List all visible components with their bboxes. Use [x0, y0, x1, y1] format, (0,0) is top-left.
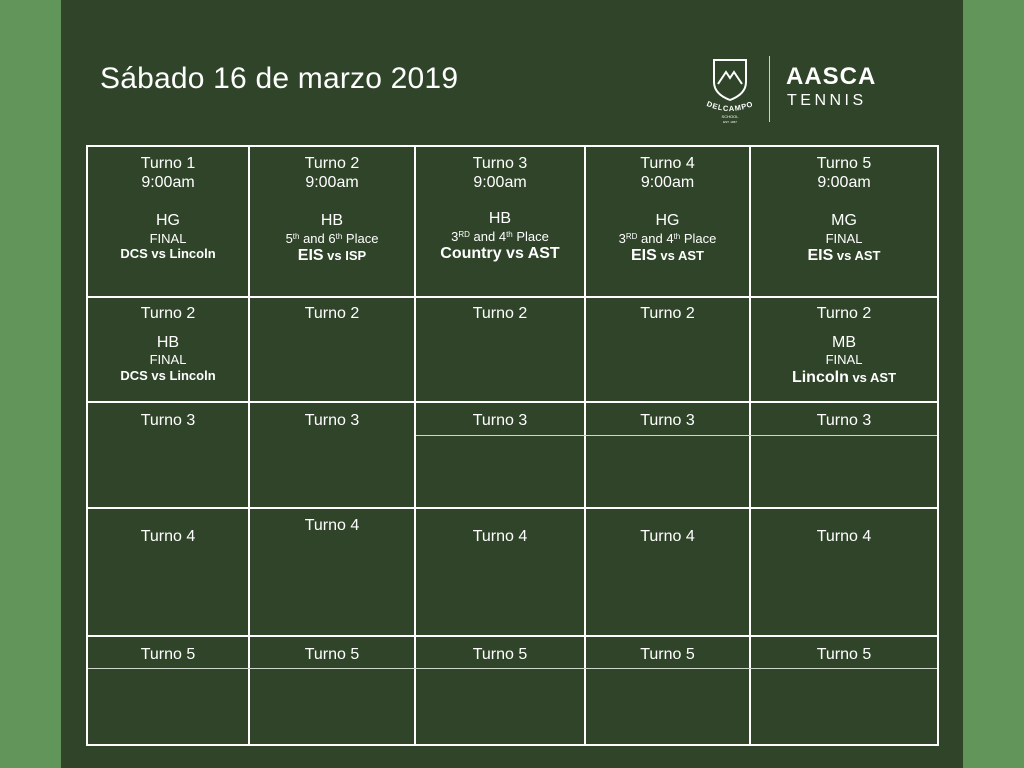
match-label: EIS vs AST [807, 247, 881, 265]
cell-r2-c1 [88, 304, 248, 384]
logo-brand: AASCA [786, 63, 877, 90]
page-title: Sábado 16 de marzo 2019 [100, 62, 459, 95]
category-label: HB [488, 210, 512, 228]
turno-label: Turno 2 [304, 155, 360, 172]
cell-r1-c4 [586, 154, 749, 265]
time-label: 9:00am [305, 174, 359, 192]
cell-r2-c3: Turno 2 [472, 305, 528, 322]
cell-r5-c5: Turno 5 [816, 646, 872, 663]
turno-label: Turno 2 [816, 305, 872, 322]
row-divider [86, 401, 939, 403]
inner-line [416, 435, 937, 436]
row-divider [86, 635, 939, 637]
match-label: DCS vs Lincoln [120, 246, 216, 262]
stage-label: FINAL [825, 352, 863, 368]
cell-r1-c2 [250, 154, 414, 265]
category-label: MG [831, 212, 857, 230]
match-label: EIS vs ISP [297, 247, 367, 265]
place-label: 3RD and 4th Place [618, 230, 717, 246]
cell-r4-c4: Turno 4 [640, 528, 695, 545]
cell-r4-c3: Turno 4 [472, 528, 528, 545]
stage-label: FINAL [149, 352, 187, 368]
crest-text: DELCAMPO [705, 99, 755, 114]
turno-label: Turno 2 [140, 305, 196, 322]
cell-r1-c3 [416, 154, 584, 263]
category-label: HB [320, 212, 344, 230]
stage-label: FINAL [149, 230, 187, 246]
cell-r5-c1: Turno 5 [140, 646, 196, 663]
table-border-right [937, 145, 939, 746]
crest-sub: SCHOOL [721, 114, 739, 119]
category-label: HG [655, 212, 680, 230]
time-label: 9:00am [141, 174, 195, 192]
cell-r3-c1: Turno 3 [140, 412, 196, 429]
time-label: 9:00am [640, 174, 695, 192]
category-label: MB [832, 334, 856, 352]
turno-label: Turno 1 [140, 155, 196, 172]
cell-r1-c1 [88, 154, 248, 262]
cell-r4-c1: Turno 4 [140, 528, 196, 545]
cell-r4-c5: Turno 4 [816, 528, 872, 545]
cell-r3-c2: Turno 3 [304, 412, 360, 429]
turno-label: Turno 3 [472, 155, 528, 172]
table-border-bottom [86, 744, 939, 746]
turno-label: Turno 4 [640, 155, 695, 172]
cell-r3-c3: Turno 3 [472, 412, 528, 429]
cell-r2-c4: Turno 2 [640, 305, 695, 322]
row-divider [86, 296, 939, 298]
cell-r3-c5: Turno 3 [816, 412, 872, 429]
svg-text:DELCAMPO [705, 99, 754, 113]
crest-est: EST. 1967 [723, 120, 737, 124]
cell-r5-c4: Turno 5 [640, 646, 695, 663]
match-label: Country vs AST [440, 245, 560, 263]
table-border-top [86, 145, 939, 147]
place-label: 3RD and 4th Place [451, 228, 549, 244]
match-label: EIS vs AST [631, 247, 704, 265]
place-label: 5th and 6th Place [285, 230, 379, 246]
time-label: 9:00am [817, 174, 871, 192]
cell-r5-c2: Turno 5 [304, 646, 360, 663]
match-label: DCS vs Lincoln [120, 367, 216, 383]
cell-r5-c3: Turno 5 [472, 646, 528, 663]
cell-r3-c4: Turno 3 [640, 412, 695, 429]
cell-r1-c5 [751, 154, 937, 265]
row-divider [86, 507, 939, 509]
cell-r2-c2: Turno 2 [304, 305, 360, 322]
turno-label: Turno 5 [816, 155, 872, 172]
category-label: HG [156, 212, 180, 230]
stage-label: FINAL [825, 230, 863, 246]
category-label: HB [156, 334, 180, 352]
cell-r4-c2: Turno 4 [304, 517, 360, 534]
delcampo-crest-icon [697, 56, 763, 124]
logo-divider [769, 56, 770, 122]
logo-sub: TENNIS [787, 92, 867, 109]
match-label: Lincoln vs AST [791, 368, 897, 386]
inner-line [88, 668, 937, 669]
cell-r2-c5 [751, 304, 937, 387]
time-label: 9:00am [473, 174, 527, 192]
